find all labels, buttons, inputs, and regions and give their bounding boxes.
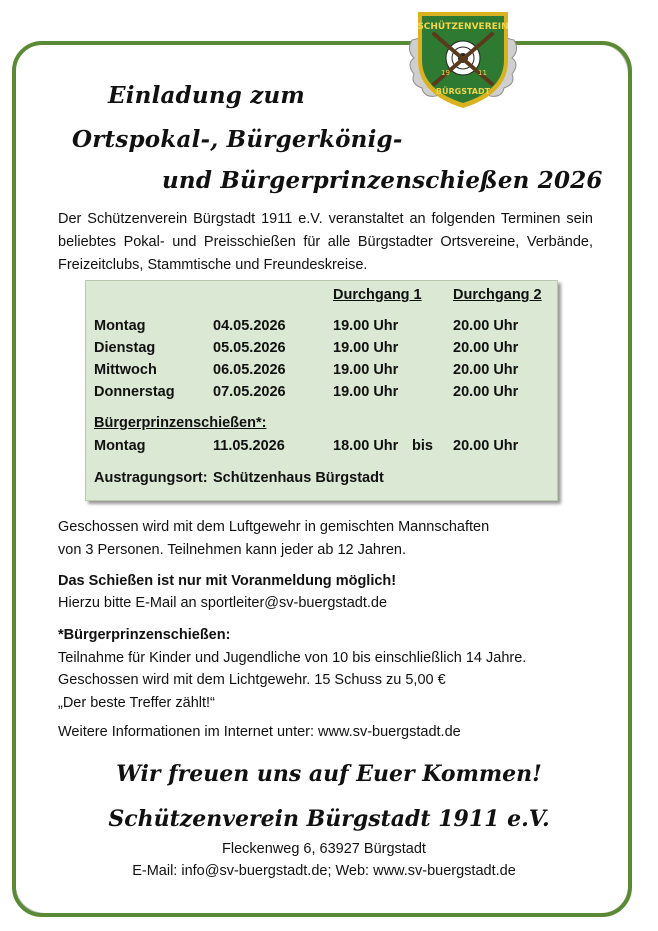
schedule-day: Donnerstag — [94, 384, 175, 400]
venue-label: Austragungsort: — [94, 470, 208, 486]
venue-value: Schützenhaus Bürgstadt — [213, 470, 384, 486]
prince-date: 11.05.2026 — [213, 438, 285, 454]
title-line-3: und Bürgerprinzenschießen 2026 — [162, 167, 603, 194]
schedule-time-2: 20.00 Uhr — [453, 340, 519, 356]
schedule-date: 07.05.2026 — [213, 384, 286, 400]
schedule-day: Montag — [94, 318, 146, 334]
intro-text: Der Schützenverein Bürgstadt 1911 e.V. veranstaltet an folgenden Terminen sein beliebtes Pokal- und Preisschießen für alle Bürgstadter Ortsvereine, Verbände, Freizeitclubs, Stammtische und Freundeskreise. — [58, 211, 593, 273]
title-line-2: Ortspokal-, Bürgerkönig- — [72, 126, 403, 153]
schedule-time-1: 19.00 Uhr — [333, 362, 399, 378]
prince-time-1: 18.00 Uhr — [333, 438, 399, 454]
prince-sep: bis — [412, 438, 433, 454]
schedule-day: Dienstag — [94, 340, 156, 356]
schedule-date: 05.05.2026 — [213, 340, 286, 356]
header-durchgang-1: Durchgang 1 — [333, 287, 422, 303]
schedule-date: 04.05.2026 — [213, 318, 286, 334]
schedule-box — [85, 280, 558, 501]
schedule-time-2: 20.00 Uhr — [453, 384, 519, 400]
schedule-date: 06.05.2026 — [213, 362, 286, 378]
prince-info-line-1: Teilnahme für Kinder und Jugendliche von 10 bis einschließlich 14 Jahre. — [58, 650, 527, 666]
schedule-time-1: 19.00 Uhr — [333, 340, 399, 356]
info-line-1: Geschossen wird mit dem Luftgewehr in gemischten Mannschaften — [58, 519, 490, 535]
title-line-1: Einladung zum — [108, 82, 305, 109]
prince-info-line-2: Geschossen wird mit dem Lichtgewehr. 15 Schuss zu 5,00 € — [58, 672, 446, 688]
logo-text-bottom: BÜRGSTADT — [435, 87, 491, 96]
footer-contact: E-Mail: info@sv-buergstadt.de; Web: www.sv-buergstadt.de — [132, 863, 516, 879]
schedule-time-1: 19.00 Uhr — [333, 318, 399, 334]
schedule-day: Mittwoch — [94, 362, 157, 378]
footer-address: Fleckenweg 6, 63927 Bürgstadt — [222, 841, 426, 857]
club-logo-icon — [404, 2, 522, 112]
schedule-time-1: 19.00 Uhr — [333, 384, 399, 400]
prince-day: Montag — [94, 438, 146, 454]
info-line-2: von 3 Personen. Teilnehmen kann jeder ab 12 Jahren. — [58, 542, 406, 558]
logo-year-left: 19 — [441, 69, 450, 77]
closing-line-2: Schützenverein Bürgstadt 1911 e.V. — [108, 806, 550, 832]
more-info-line: Weitere Informationen im Internet unter: www.sv-buergstadt.de — [58, 724, 461, 740]
schedule-time-2: 20.00 Uhr — [453, 318, 519, 334]
prince-info-heading: *Bürgerprinzenschießen: — [58, 627, 231, 643]
logo-text-top: SCHÜTZENVEREIN — [417, 22, 509, 32]
logo-year-right: 11 — [478, 69, 487, 77]
prince-info-line-3: „Der beste Treffer zählt!“ — [58, 695, 215, 711]
schedule-time-2: 20.00 Uhr — [453, 362, 519, 378]
registration-notice: Das Schießen ist nur mit Voranmeldung möglich! — [58, 573, 397, 589]
header-durchgang-2: Durchgang 2 — [453, 287, 542, 303]
prince-time-2: 20.00 Uhr — [453, 438, 519, 454]
closing-line-1: Wir freuen uns auf Euer Kommen! — [116, 761, 542, 787]
registration-email-line: Hierzu bitte E-Mail an sportleiter@sv-buergstadt.de — [58, 595, 388, 611]
prince-heading: Bürgerprinzenschießen*: — [94, 415, 267, 431]
